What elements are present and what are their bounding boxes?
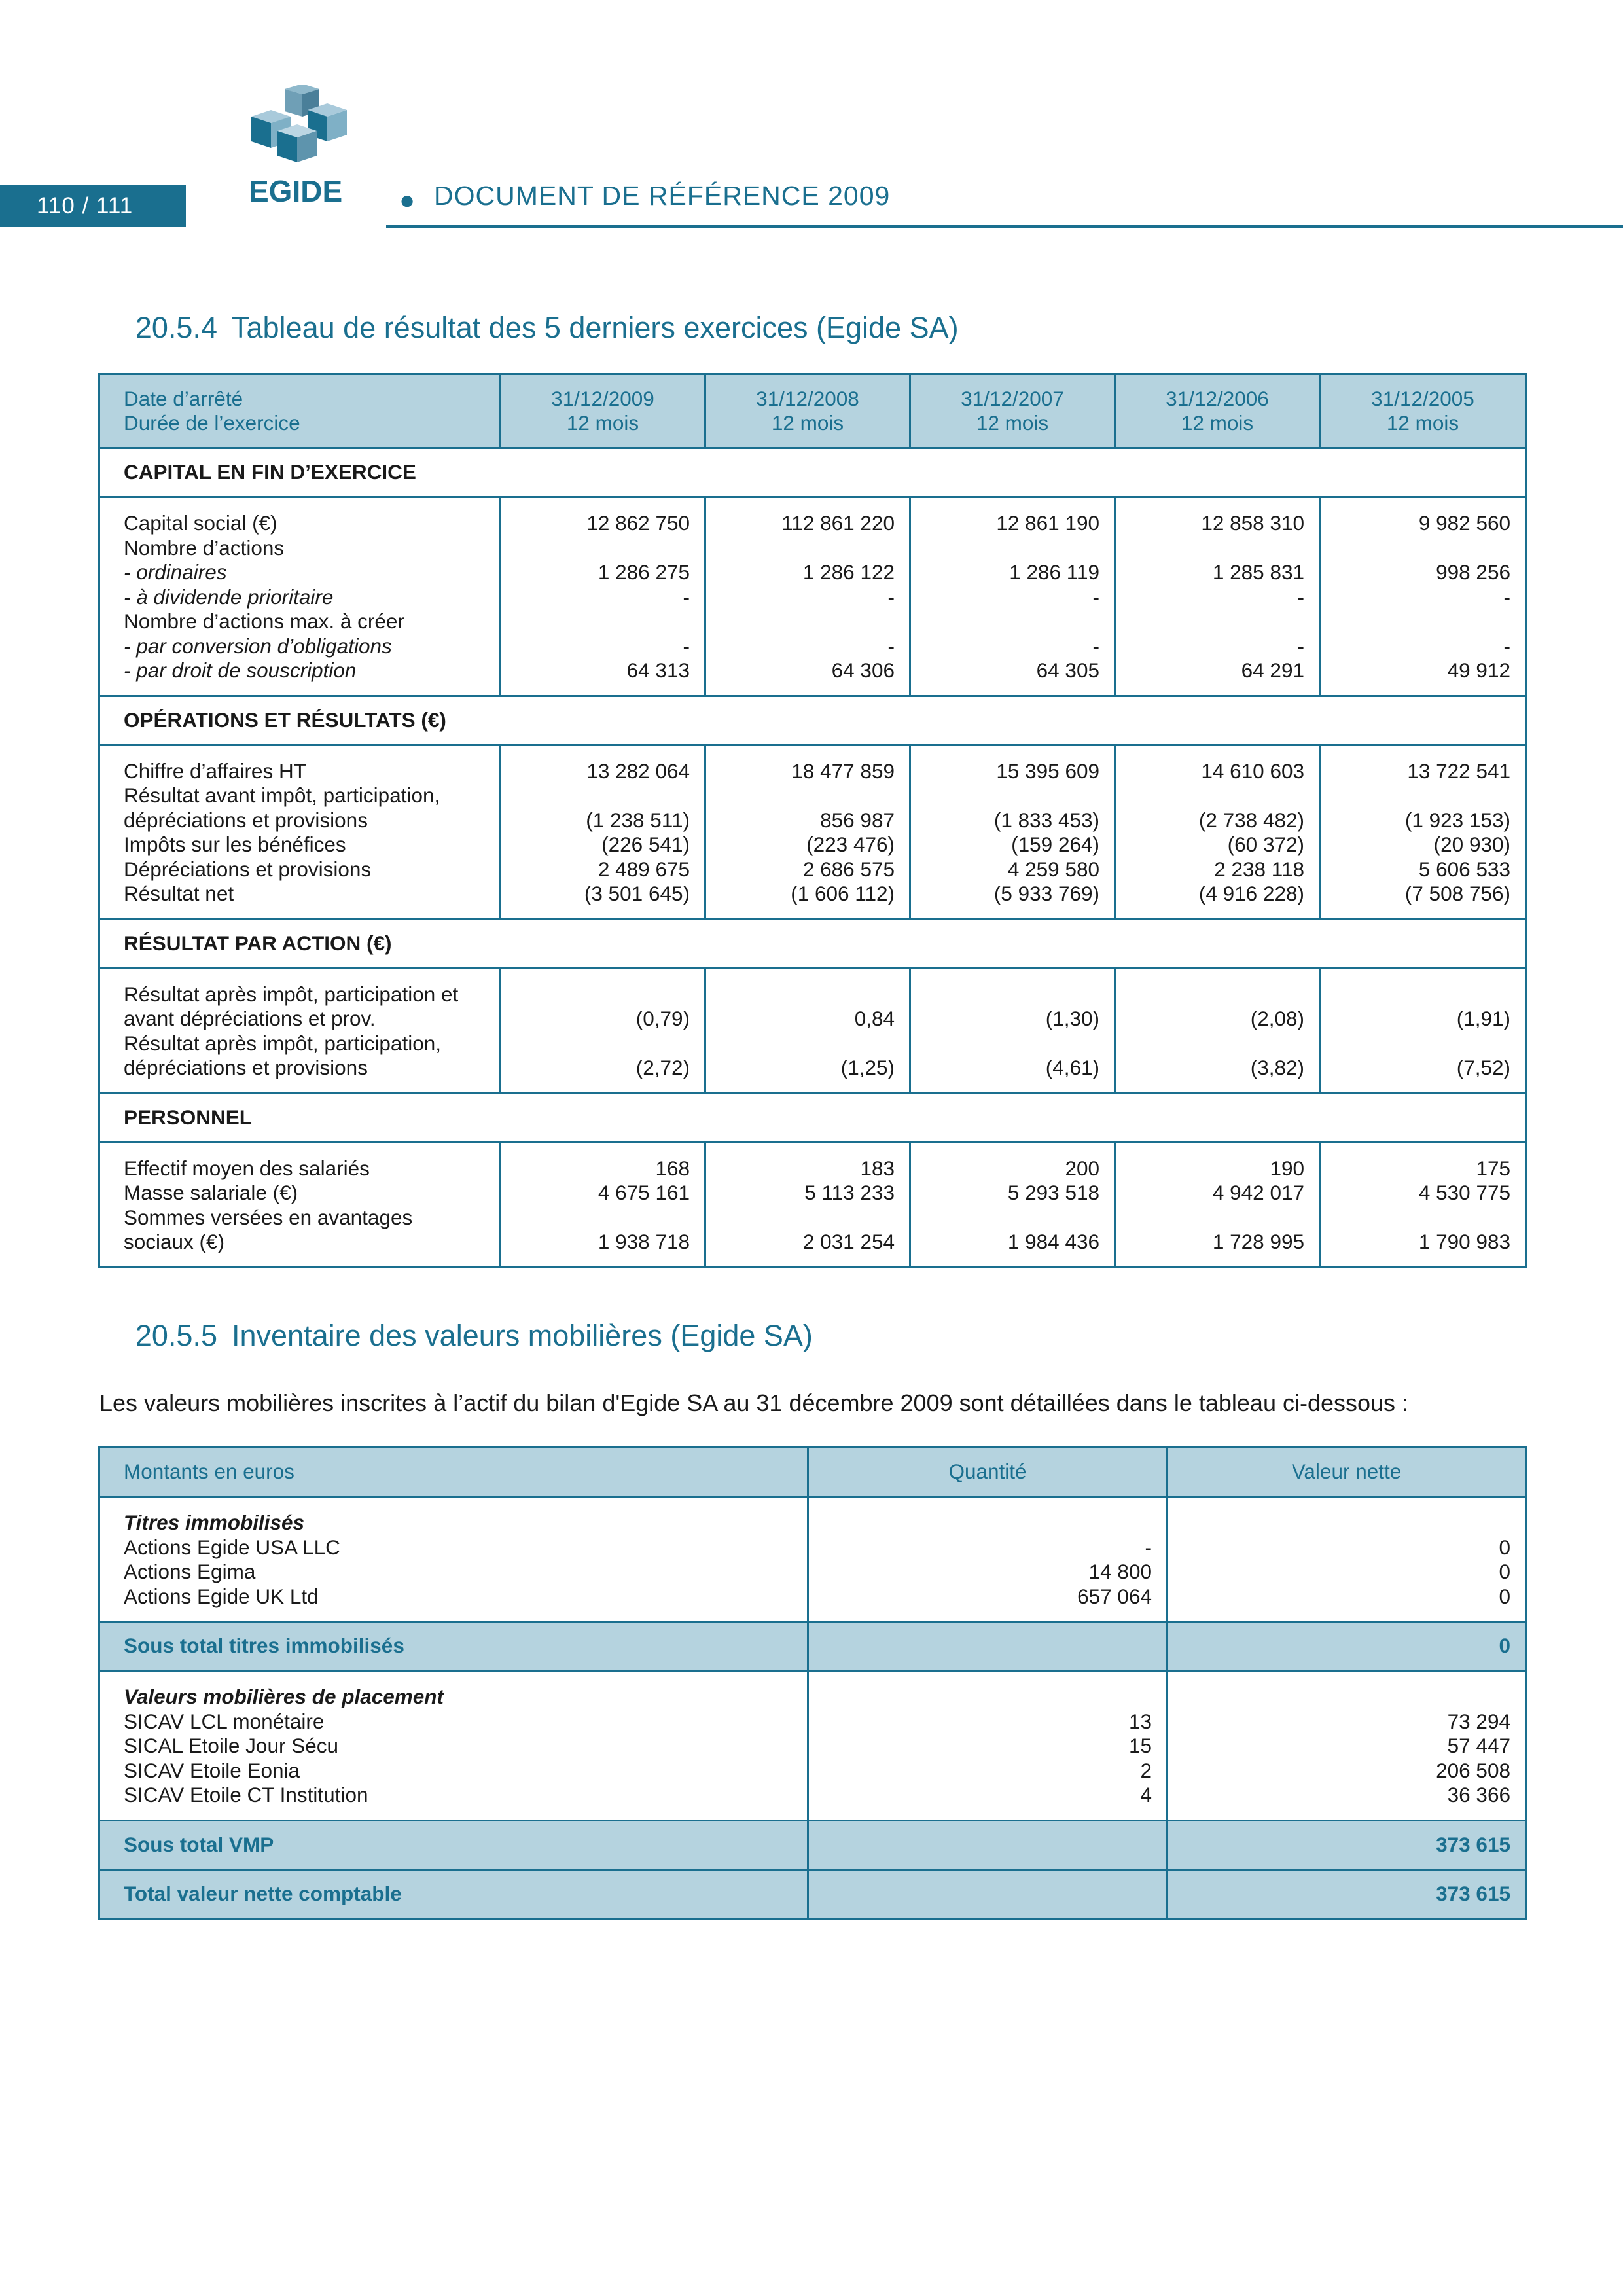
table-row-per-share [99, 968, 1526, 1093]
col-date: 31/12/2007 [961, 386, 1064, 410]
subtotal2-quantity [808, 1820, 1168, 1869]
cell-line [706, 536, 895, 561]
header-quantity: Quantité [808, 1448, 1168, 1497]
cell-line: 12 862 750 [586, 511, 690, 535]
cell-line [1321, 982, 1510, 1007]
col-date: 31/12/2005 [1371, 386, 1474, 410]
operations-title: OPÉRATIONS ET RÉSULTATS (€) [99, 696, 1526, 745]
table-row-vmp [99, 1671, 1526, 1821]
personnel-values-2007 [910, 1142, 1115, 1267]
personnel-values-2006 [1115, 1142, 1320, 1267]
capital-title: CAPITAL EN FIN D’EXERCICE [99, 448, 1526, 497]
egide-logo [249, 85, 366, 209]
cell-line: (7,52) [1456, 1056, 1510, 1079]
table-header-row [99, 374, 1526, 448]
cell-line: (0,79) [635, 1007, 690, 1030]
results-table [98, 373, 1527, 1268]
cell-line: 49 912 [1447, 658, 1510, 682]
total-row [99, 1869, 1526, 1918]
cell-line: sociaux (€) [124, 1230, 225, 1253]
cell-line: 2 031 254 [802, 1230, 895, 1253]
cell-line: - [887, 634, 895, 658]
header-rule [386, 225, 1623, 228]
cell-line: (7 508 756) [1404, 882, 1510, 905]
operations-values-2007 [910, 745, 1115, 919]
cell-line: - [1297, 584, 1304, 609]
section-title-20-5-4 [99, 310, 959, 346]
cell-line: 183 [860, 1156, 895, 1180]
cell-line: - [1503, 634, 1510, 658]
table-row-titres [99, 1497, 1526, 1622]
bullet-icon: ● [399, 186, 416, 215]
section-row-operations [99, 696, 1526, 745]
cell-line [1321, 1031, 1510, 1056]
cell-line: 1 984 436 [1007, 1230, 1099, 1253]
cell-line [706, 1031, 895, 1056]
cell-line [911, 536, 1099, 561]
cell-line: Effectif moyen des salariés [124, 1156, 370, 1180]
group1-values [1168, 1497, 1526, 1622]
subtotal1-quantity [808, 1622, 1168, 1671]
cell-line: Actions Egide UK Ltd [124, 1584, 319, 1608]
cell-line [911, 783, 1099, 808]
subtotal-row-titres [99, 1622, 1526, 1671]
operations-values-2005 [1320, 745, 1526, 919]
per-share-values-2007 [910, 968, 1115, 1093]
cell-line [1321, 536, 1510, 561]
cell-line: (2 738 482) [1198, 808, 1304, 832]
section-row-personnel [99, 1093, 1526, 1142]
cell-line: Actions Egima [124, 1560, 256, 1583]
cell-line: 4 942 017 [1212, 1181, 1304, 1204]
cell-line [911, 1206, 1099, 1230]
per-share-values-2005 [1320, 968, 1526, 1093]
table-header-row [99, 1448, 1526, 1497]
cell-line: - [1503, 584, 1510, 609]
operations-values-2009 [501, 745, 705, 919]
cell-line [1116, 1206, 1304, 1230]
cell-line: (1 606 112) [791, 882, 895, 905]
section-heading: Inventaire des valeurs mobilières (Egide SA) [232, 1319, 813, 1352]
table-row-personnel [99, 1142, 1526, 1267]
header-col-2008 [705, 374, 910, 448]
cell-line: (1,91) [1456, 1007, 1510, 1030]
cell-line: 64 313 [626, 658, 690, 682]
cell-line: (60 372) [1227, 833, 1304, 856]
cell-line: 1 286 275 [597, 560, 690, 584]
cell-line: Résultat net [124, 882, 234, 905]
cell-line: 168 [655, 1156, 690, 1180]
header-net-value: Valeur nette [1168, 1448, 1526, 1497]
subtotal1-label: Sous total titres immobilisés [99, 1622, 808, 1671]
cell-line: dépréciations et provisions [124, 808, 368, 832]
operations-values-2006 [1115, 745, 1320, 919]
cell-line: 112 861 220 [781, 511, 895, 535]
cell-line: 1 286 122 [802, 560, 895, 584]
capital-values-2006 [1115, 497, 1320, 696]
cell-line: (1,30) [1045, 1007, 1099, 1030]
cell-line: 206 508 [1436, 1758, 1510, 1782]
cell-line: 2 [1140, 1758, 1152, 1782]
cell-line: (1 238 511) [586, 808, 690, 832]
col-duration: 12 mois [771, 411, 844, 435]
cell-line: Chiffre d’affaires HT [124, 759, 306, 783]
cell-line: avant dépréciations et prov. [124, 1007, 376, 1030]
section-heading: Tableau de résultat des 5 derniers exercices (Egide SA) [232, 311, 959, 344]
cell-line: - [1145, 1535, 1152, 1559]
cell-line: (3,82) [1250, 1056, 1304, 1079]
cell-line: 175 [1476, 1156, 1510, 1180]
per-share-values-2008 [705, 968, 910, 1093]
cell-line: (1 923 153) [1404, 808, 1510, 832]
col-duration: 12 mois [1386, 411, 1459, 435]
header-amounts: Montants en euros [99, 1448, 808, 1497]
cell-line [911, 1031, 1099, 1056]
capital-values-2009 [501, 497, 705, 696]
cell-line: 190 [1270, 1156, 1304, 1180]
cell-line: 12 861 190 [996, 511, 1099, 535]
cell-line: 64 306 [831, 658, 895, 682]
cell-line: SICAL Etoile Jour Sécu [124, 1734, 338, 1757]
cell-line: - par conversion d’obligations [124, 634, 392, 658]
cell-line: Impôts sur les bénéfices [124, 833, 346, 856]
cell-line: (3 501 645) [584, 882, 690, 905]
cell-line: - à dividende prioritaire [124, 584, 334, 609]
cell-line: 4 259 580 [1007, 857, 1099, 881]
cell-line: 5 293 518 [1007, 1181, 1099, 1204]
logo-text: EGIDE [249, 174, 343, 208]
cell-line: 2 238 118 [1214, 857, 1304, 881]
section-row-capital [99, 448, 1526, 497]
cell-line: 2 489 675 [597, 857, 690, 881]
cell-line: SICAV LCL monétaire [124, 1709, 325, 1733]
per-share-title: RÉSULTAT PAR ACTION (€) [99, 919, 1526, 968]
cell-line [1116, 982, 1304, 1007]
cell-line: 14 800 [1088, 1560, 1152, 1583]
cell-line: (1,25) [840, 1056, 895, 1079]
subtotal-row-vmp [99, 1820, 1526, 1869]
group2-labels [99, 1671, 808, 1821]
cell-line [706, 982, 895, 1007]
cell-line [501, 609, 690, 634]
table-row-operations [99, 745, 1526, 919]
cell-line [706, 1206, 895, 1230]
cell-line: 856 987 [820, 808, 895, 832]
cell-line: 36 366 [1447, 1783, 1510, 1806]
cell-line: SICAV Etoile CT Institution [124, 1783, 368, 1806]
cell-line: 13 282 064 [586, 759, 690, 783]
cell-line: Masse salariale (€) [124, 1181, 298, 1204]
personnel-values-2009 [501, 1142, 705, 1267]
group2-quantities [808, 1671, 1168, 1821]
cell-line: - [683, 584, 690, 609]
cell-line [1116, 783, 1304, 808]
cell-line [1321, 609, 1510, 634]
cell-line [1321, 1206, 1510, 1230]
cell-line: 0,84 [854, 1007, 895, 1030]
cell-line: 0 [1499, 1535, 1510, 1559]
cell-line: - [1092, 584, 1099, 609]
operations-labels [99, 745, 501, 919]
cell-line [1116, 1031, 1304, 1056]
group1-quantities [808, 1497, 1168, 1622]
header-duration-label: Durée de l’exercice [124, 411, 300, 435]
section-title-20-5-5 [99, 1318, 813, 1354]
cell-line: Résultat avant impôt, participation, [124, 783, 440, 807]
cell-line: 13 [1128, 1709, 1152, 1733]
cell-line: 4 [1140, 1783, 1152, 1806]
header-col-2006 [1115, 374, 1320, 448]
cell-line: 9 982 560 [1418, 511, 1510, 535]
subtotal2-label: Sous total VMP [99, 1820, 808, 1869]
header-col-2007 [910, 374, 1115, 448]
cell-line [1116, 609, 1304, 634]
cell-line: 15 395 609 [996, 759, 1099, 783]
section-number: 20.5.5 [135, 1319, 217, 1352]
cell-line: 15 [1128, 1734, 1152, 1757]
cell-line: 18 477 859 [791, 759, 895, 783]
section-row-per-share [99, 919, 1526, 968]
cell-line: 0 [1499, 1584, 1510, 1608]
cell-line: 64 291 [1241, 658, 1304, 682]
cell-line: (159 264) [1011, 833, 1099, 856]
col-date: 31/12/2009 [551, 386, 654, 410]
capital-values-2005 [1320, 497, 1526, 696]
cell-line [501, 1206, 690, 1230]
col-duration: 12 mois [566, 411, 639, 435]
col-date: 31/12/2008 [756, 386, 859, 410]
cell-line: 657 064 [1077, 1584, 1152, 1608]
cell-line: 4 675 161 [597, 1181, 690, 1204]
header-label-cell [99, 374, 501, 448]
cell-line [1321, 783, 1510, 808]
personnel-labels [99, 1142, 501, 1267]
per-share-values-2006 [1115, 968, 1320, 1093]
personnel-values-2008 [705, 1142, 910, 1267]
cell-line: (1 833 453) [993, 808, 1099, 832]
group2-title: Valeurs mobilières de placement [124, 1685, 444, 1708]
cell-line: - [683, 634, 690, 658]
cell-line: 13 722 541 [1407, 759, 1510, 783]
cell-line: dépréciations et provisions [124, 1056, 368, 1079]
total-label: Total valeur nette comptable [99, 1869, 808, 1918]
cell-line: - par droit de souscription [124, 658, 357, 682]
total-quantity [808, 1869, 1168, 1918]
cell-line [706, 783, 895, 808]
cell-line: (4,61) [1045, 1056, 1099, 1079]
page-number: 110 / 111 [0, 185, 186, 227]
cell-line [911, 982, 1099, 1007]
cell-line: - ordinaires [124, 560, 227, 584]
cell-line: Résultat après impôt, participation, [124, 1031, 441, 1055]
cell-line: SICAV Etoile Eonia [124, 1758, 300, 1782]
col-duration: 12 mois [976, 411, 1049, 435]
cell-line: 1 285 831 [1212, 560, 1304, 584]
document-title: DOCUMENT DE RÉFÉRENCE 2009 [434, 181, 891, 211]
cell-line: Nombre d’actions max. à créer [124, 609, 404, 633]
cell-line: 998 256 [1436, 560, 1510, 584]
header-col-2005 [1320, 374, 1526, 448]
cell-line: 73 294 [1447, 1709, 1510, 1733]
group1-title: Titres immobilisés [124, 1511, 305, 1534]
cell-line: 64 305 [1036, 658, 1099, 682]
header-date-label: Date d’arrêté [124, 386, 243, 410]
cell-line: 0 [1499, 1560, 1510, 1583]
capital-labels [99, 497, 501, 696]
cell-line: (20 930) [1433, 833, 1510, 856]
cell-line: Dépréciations et provisions [124, 857, 372, 881]
cell-line: (4 916 228) [1198, 882, 1304, 905]
cell-line: 12 858 310 [1201, 511, 1304, 535]
cell-line: Nombre d’actions [124, 535, 285, 560]
cell-line: 5 113 233 [804, 1181, 895, 1204]
cell-line: 57 447 [1447, 1734, 1510, 1757]
cell-line: Capital social (€) [124, 511, 277, 535]
cell-line: Sommes versées en avantages [124, 1205, 413, 1229]
per-share-labels [99, 968, 501, 1093]
section-number: 20.5.4 [135, 311, 217, 344]
intro-paragraph: Les valeurs mobilières inscrites à l’actif du bilan d'Egide SA au 31 décembre 2009 sont détaillées dans le tableau ci-dessous : [99, 1390, 1409, 1416]
cell-line [706, 609, 895, 634]
cell-line: (2,08) [1250, 1007, 1304, 1030]
cell-line [501, 982, 690, 1007]
cell-line: Résultat après impôt, participation et [124, 982, 459, 1006]
cell-line: 1 286 119 [1009, 560, 1099, 584]
cell-line: 2 686 575 [802, 857, 895, 881]
cell-line: - [887, 584, 895, 609]
capital-values-2008 [705, 497, 910, 696]
cell-line [501, 783, 690, 808]
cell-line [1116, 536, 1304, 561]
cell-line: 1 938 718 [597, 1230, 690, 1253]
cell-line: - [1092, 634, 1099, 658]
cell-line: 14 610 603 [1201, 759, 1304, 783]
cell-line: - [1297, 634, 1304, 658]
cell-line: 1 728 995 [1212, 1230, 1304, 1253]
cell-line: (226 541) [601, 833, 690, 856]
cell-line: Actions Egide USA LLC [124, 1535, 340, 1559]
cell-line [911, 609, 1099, 634]
table-row-capital [99, 497, 1526, 696]
total-value: 373 615 [1168, 1869, 1526, 1918]
personnel-values-2005 [1320, 1142, 1526, 1267]
per-share-values-2009 [501, 968, 705, 1093]
cell-line: 200 [1065, 1156, 1099, 1180]
group2-values [1168, 1671, 1526, 1821]
operations-values-2008 [705, 745, 910, 919]
cell-line: 1 790 983 [1418, 1230, 1510, 1253]
col-duration: 12 mois [1181, 411, 1254, 435]
personnel-title: PERSONNEL [99, 1093, 1526, 1142]
cell-line: 4 530 775 [1418, 1181, 1510, 1204]
subtotal1-value: 0 [1168, 1622, 1526, 1671]
subtotal2-value: 373 615 [1168, 1820, 1526, 1869]
cell-line [501, 1031, 690, 1056]
cell-line: 5 606 533 [1418, 857, 1510, 881]
capital-values-2007 [910, 497, 1115, 696]
cell-line [501, 536, 690, 561]
cell-line: (2,72) [635, 1056, 690, 1079]
securities-table [98, 1446, 1527, 1920]
col-date: 31/12/2006 [1166, 386, 1269, 410]
group1-labels [99, 1497, 808, 1622]
cell-line: (223 476) [806, 833, 895, 856]
cell-line: (5 933 769) [993, 882, 1099, 905]
header-col-2009 [501, 374, 705, 448]
